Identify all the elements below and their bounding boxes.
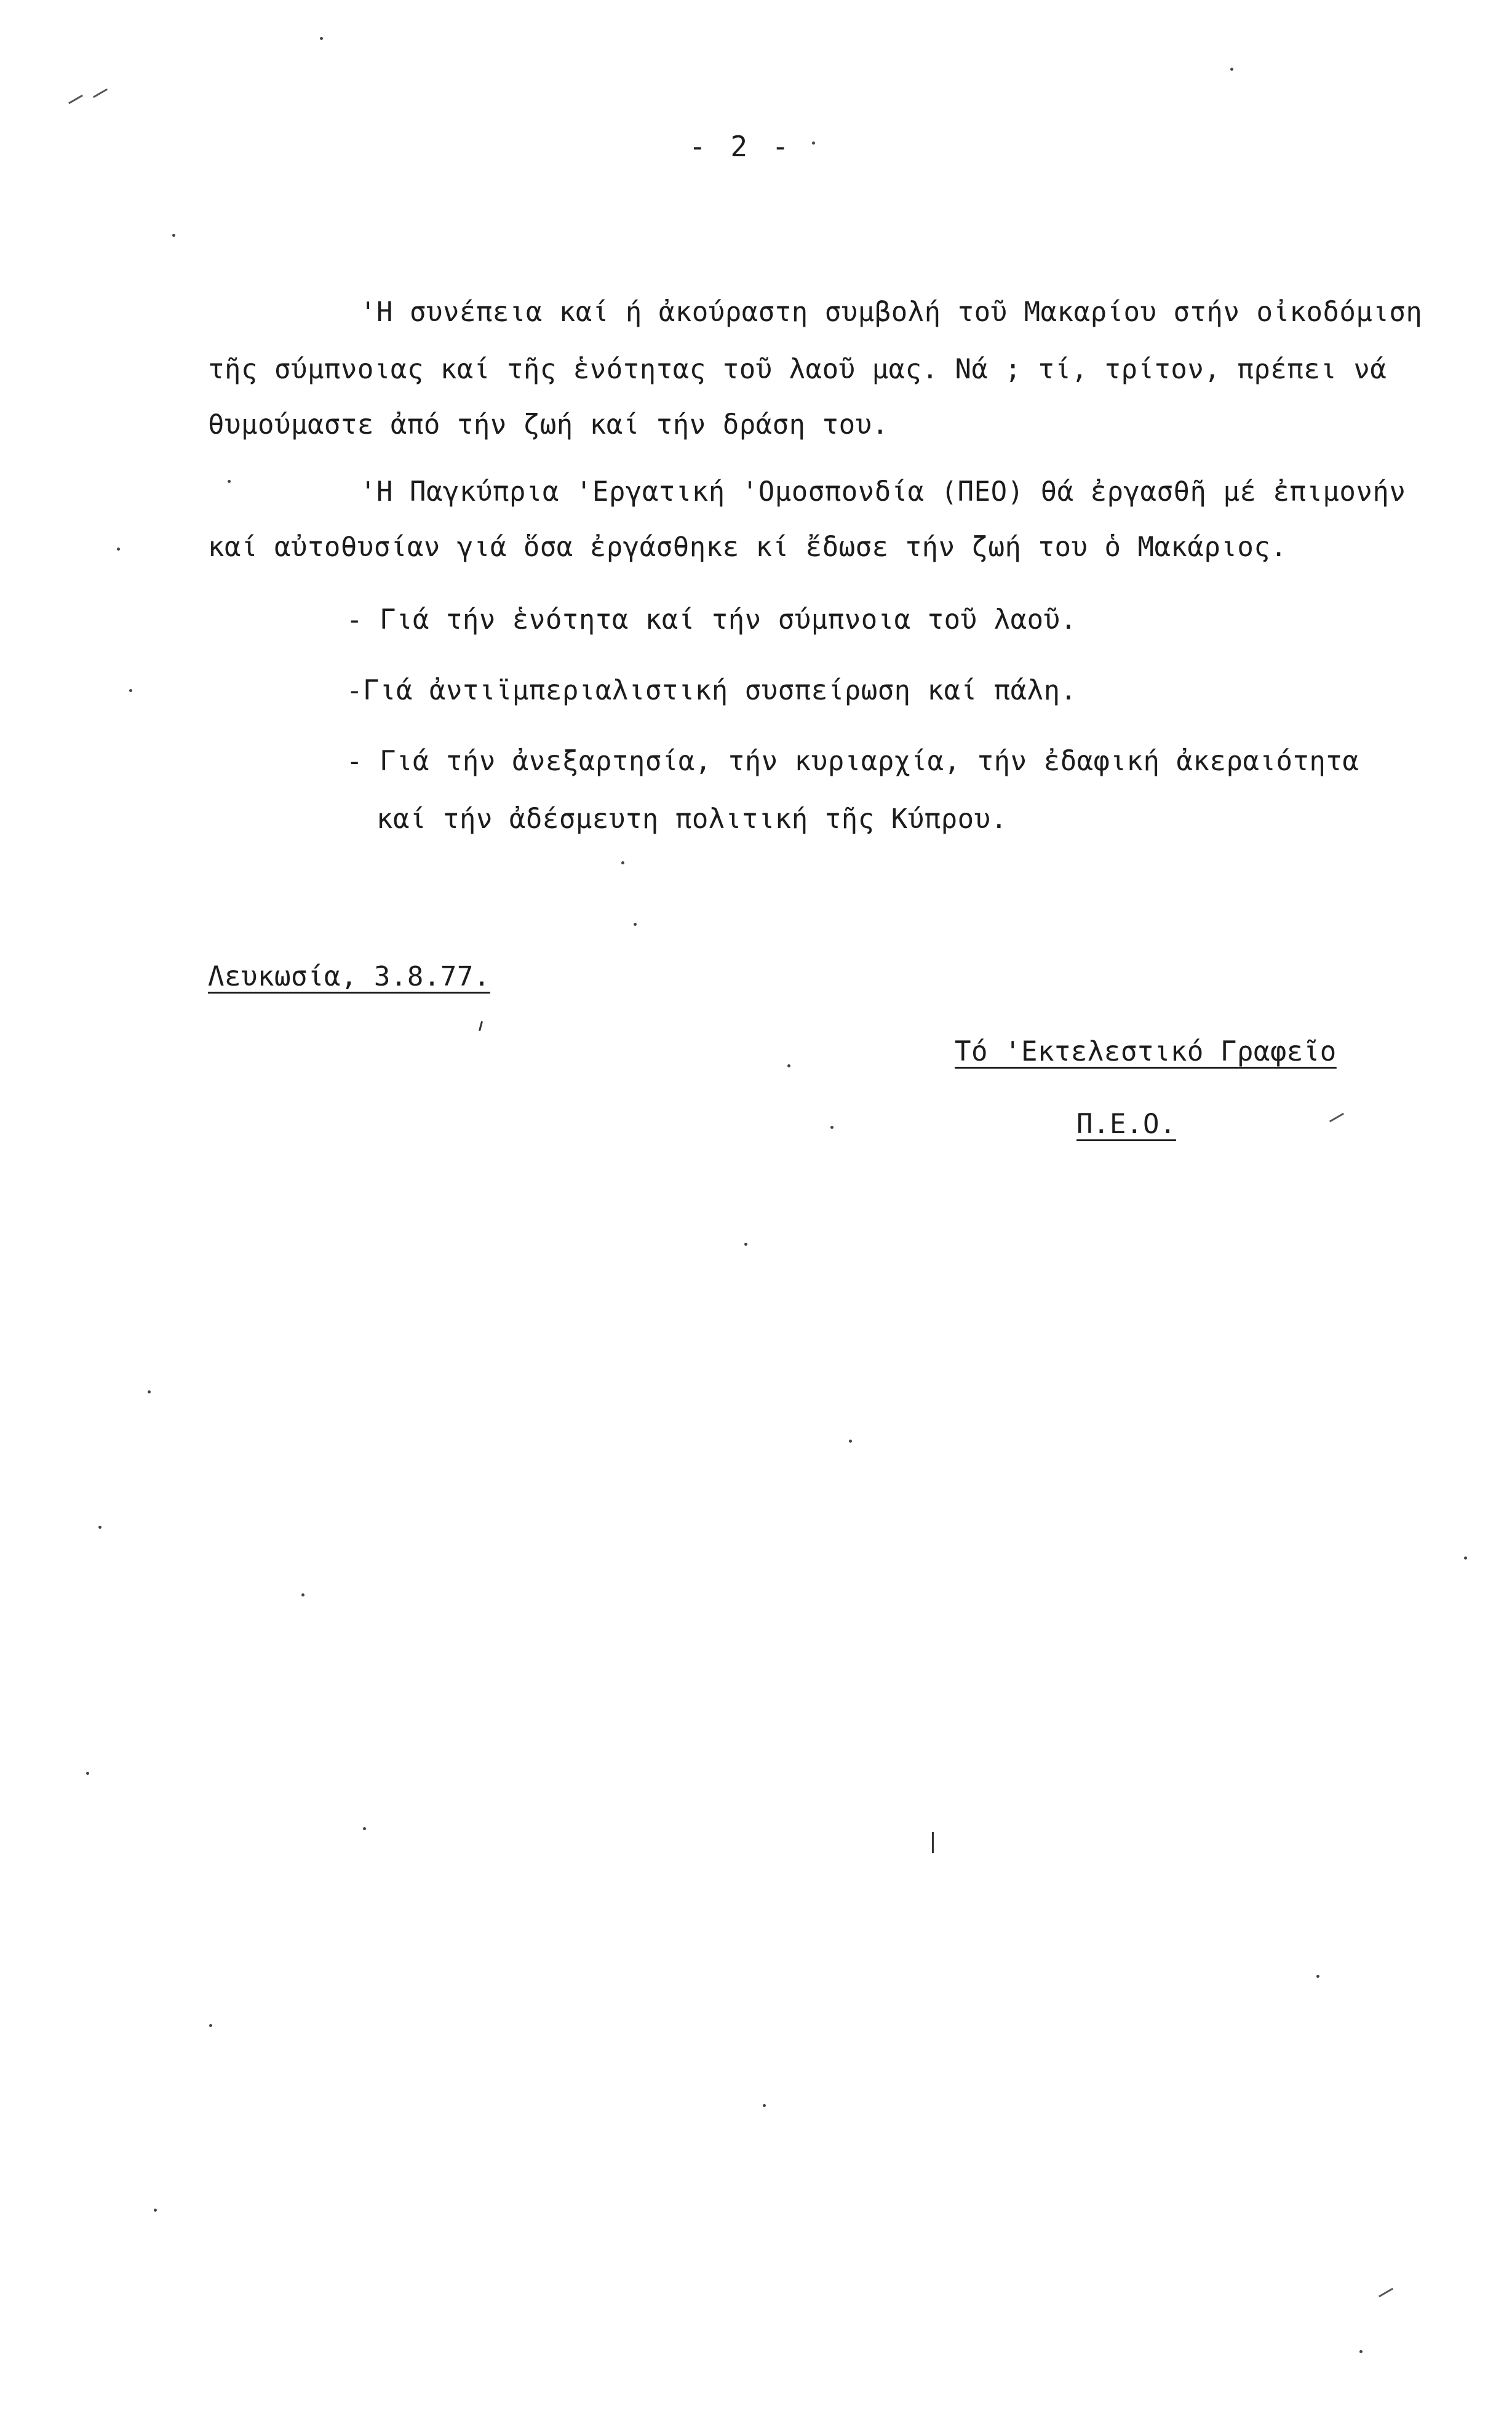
paragraph-1-line-2: τῆς σύμπνοιας καί τῆς ἑνότητας τοῦ λαοῦ μας. Νά ; τί, τρίτον, πρέπει νά	[208, 354, 1387, 385]
scan-speck	[744, 1243, 747, 1246]
scan-speck	[209, 2024, 212, 2027]
scan-mark	[932, 1832, 934, 1853]
scan-speck	[849, 1440, 852, 1443]
paragraph-1-line-1: 'Η συνέπεια καί ή ἀκούραστη συμβολή τοῦ Μακαρίου στήν οἰκοδόμιση	[360, 297, 1423, 328]
scan-speck	[1230, 68, 1233, 71]
scan-speck	[812, 141, 815, 145]
scan-speck	[634, 923, 637, 926]
scan-speck	[86, 1772, 89, 1775]
scan-mark	[93, 89, 108, 98]
list-item: -Γιά ἀντιϊμπεριαλιστική συσπείρωση καί πάλη.	[346, 675, 1077, 706]
scan-speck	[98, 1526, 101, 1529]
scan-speck	[830, 1126, 834, 1129]
scan-speck	[621, 861, 624, 864]
scan-speck	[320, 37, 323, 40]
list-item-continuation: καί τήν ἀδέσμευτη πολιτική τῆς Κύπρου.	[376, 803, 1008, 835]
scan-speck	[1464, 1556, 1467, 1560]
scan-mark	[1379, 2288, 1393, 2298]
scan-speck	[363, 1827, 366, 1830]
signature-org: Π.Ε.Ο.	[1076, 1109, 1176, 1140]
scan-speck	[1359, 2350, 1363, 2353]
scan-speck	[129, 689, 132, 692]
scan-speck	[148, 1390, 151, 1393]
paragraph-2-line-2: καί αὐτοθυσίαν γιά ὅσα ἐργάσθηκε κί ἔδωσε τήν ζωή του ὁ Μακάριος.	[208, 532, 1287, 563]
page-number: - 2 -	[689, 130, 793, 163]
scan-mark	[479, 1021, 483, 1031]
scan-speck	[301, 1593, 304, 1596]
paragraph-2-line-1: 'Η Παγκύπρια 'Εργατική 'Ομοσπονδία (ΠΕΟ) θά ἐργασθῆ μέ ἐπιμονήν	[360, 476, 1406, 508]
list-item: - Γιά τήν ἑνότητα καί τήν σύμπνοια τοῦ λαοῦ.	[346, 604, 1077, 636]
scan-speck	[172, 234, 175, 237]
list-item: - Γιά τήν ἀνεξαρτησία, τήν κυριαρχία, τήν ἐδαφική ἀκεραιότητα	[346, 746, 1359, 777]
scan-speck	[787, 1064, 790, 1067]
paragraph-1-line-3: θυμούμαστε ἀπό τήν ζωή καί τήν δράση του.	[208, 409, 889, 440]
scan-mark	[68, 95, 83, 105]
scan-speck	[228, 480, 231, 483]
scan-speck	[117, 548, 120, 551]
scan-speck	[763, 2104, 766, 2107]
scan-mark	[1329, 1113, 1344, 1123]
signature-office: Τό 'Εκτελεστικό Γραφεῖο	[955, 1036, 1337, 1067]
scan-speck	[1316, 1975, 1319, 1978]
scan-speck	[154, 2209, 157, 2212]
place-date: Λευκωσία, 3.8.77.	[208, 961, 490, 992]
